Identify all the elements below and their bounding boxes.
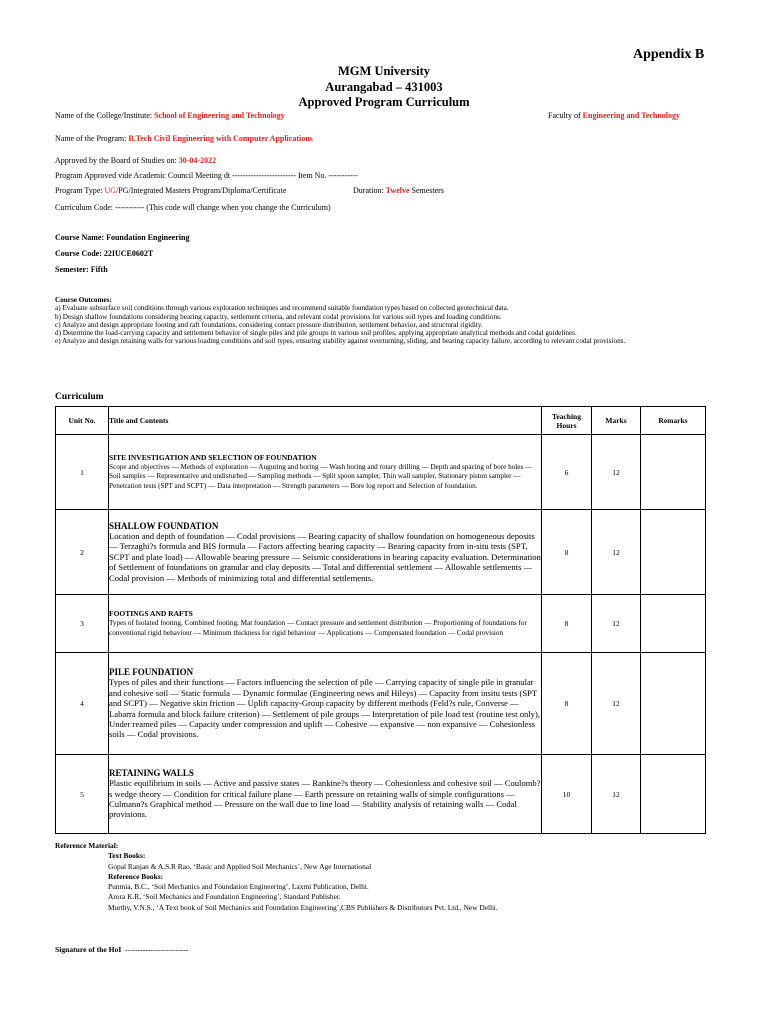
- teaching-hours: 8: [542, 510, 592, 595]
- curriculum-heading: Curriculum: [55, 392, 104, 402]
- college-row: [55, 111, 285, 120]
- unit-description: Types of Isolated footing, Combined footing, Mat foundation — Contact pressure and settlement distribution — Proportioning of foundations for conventional rigid behaviour — Minimum thickness for rigid behaviour — Applications — Compensated foundation — Codal provision: [109, 619, 527, 637]
- course-outcome-item: e) Analyze and design retaining walls for various loading conditions and soil types, ensuring stability against overturning, sliding, and bearing capacity failure, according to relevant codal provisions.: [55, 337, 626, 346]
- signature-row: [55, 945, 188, 954]
- reference-book-item: Arora K.R, ‘Soil Mechanics and Foundation Engineering’, Standard Publisher.: [108, 892, 341, 902]
- duration-row: [353, 186, 444, 195]
- teaching-hours: 8: [542, 653, 592, 755]
- reference-book-item: Murthy, V.N.S., ‘A Text book of Soil Mechanics and Foundation Engineering’,CBS Publishers & Distributors Pvt. Ltd., New Delhi.: [108, 902, 498, 912]
- unit-topic: SHALLOW FOUNDATION: [109, 520, 219, 531]
- unit-description: Types of piles and their functions — Factors influencing the selection of pile — Carrying capacity of single pile in granular and cohesive soil — Static formula — Dynamic formulae (Engineering news and Hileys) — Capacity from insitu tests (SPT and SCPT) — Negative skin friction — Uplift capacity-Group capacity by different methods (Feld?s rule, Converse — Labarra formula and block failure criterion) — Settlement of pile groups — Interpretation of pile load test (routine test only), Under reamed piles — Capacity under compression and uplift — Cohesive — expansive — non expansive — Cohesionless soils — Codal provisions.: [109, 677, 540, 740]
- course-outcome-item: a) Evaluate subsurface soil conditions through various exploration techniques and recommend suitable foundation types based on collected geotechnical data.: [55, 304, 509, 313]
- text-books-heading: Text Books:: [108, 851, 146, 861]
- marks: 12: [592, 755, 641, 834]
- course-outcome-item: b) Design shallow foundations considering bearing capacity, settlement criteria, and relevant codal provisions for various soil types and loading conditions.: [55, 312, 502, 321]
- course-outcome-item: c) Analyze and design appropriate footing and raft foundations, considering contact pressure distribution, settlement behavior, and structural rigidity.: [55, 320, 483, 329]
- marks: 12: [592, 653, 641, 755]
- course-code: Course Code: 22IUCE0602T: [55, 249, 154, 258]
- reference-heading: Reference Material:: [55, 841, 119, 850]
- text-book-item: Gopal Ranjan & A.S.R Rao, ‘Basic and Applied Soil Mechanics’, New Age International: [108, 861, 372, 871]
- program-type-label: Program Type:: [55, 186, 105, 195]
- reference-book-item: Punmia, B.C., ‘Soil Mechanics and Foundation Engineering’, Laxmi Publication, Delhi.: [108, 882, 369, 892]
- program-value: B.Tech Civil Engineering with Computer Applications: [128, 134, 313, 143]
- table-row: [56, 435, 706, 510]
- unit-number: 1: [56, 435, 109, 510]
- program-row: [55, 134, 313, 143]
- university-city: Aurangabad – 431003: [325, 79, 443, 94]
- duration-value: Twelve: [385, 186, 410, 195]
- appendix-label: Appendix B: [633, 47, 705, 62]
- college-value: School of Engineering and Technology: [154, 111, 285, 120]
- college-label: Name of the College/Institute:: [55, 111, 155, 120]
- approved-label: Approved by the Board of Studies on:: [55, 156, 179, 165]
- council-row: Program Approved vide Academic Council Meeting dt ------------------------ Item No. -----------: [55, 171, 358, 180]
- approved-date: 30-04-2022: [178, 156, 217, 165]
- signature-label: Signature of the HoI: [55, 945, 122, 954]
- table-row: [56, 755, 706, 834]
- column-header-unit: Unit No.: [56, 407, 109, 435]
- program-type-rest: /PG/Integrated Masters Program/Diploma/Certificate: [116, 186, 287, 195]
- signature-line: -------------------------: [125, 945, 189, 954]
- remarks: [641, 755, 706, 834]
- reference-material: [55, 841, 555, 913]
- course-outcome-item: d) Determine the load-carrying capacity and settlement behavior of single piles and pile groups in various soil profiles, applying appropriate analytical methods and codal guidelines.: [55, 329, 577, 338]
- unit-content: [109, 755, 542, 834]
- reference-books-heading: Reference Books:: [108, 871, 164, 881]
- unit-content: [109, 595, 542, 653]
- remarks: [641, 510, 706, 595]
- remarks: [641, 653, 706, 755]
- faculty-label: Faculty of: [548, 111, 583, 120]
- duration-label: Duration:: [353, 186, 386, 195]
- unit-number: 5: [56, 755, 109, 834]
- column-header-marks: Marks: [592, 407, 641, 435]
- university-name: MGM University: [338, 64, 430, 78]
- unit-content: [109, 510, 542, 595]
- unit-description: Scope and objectives — Methods of exploration — Auguring and boring — Wash boring and rotary drilling — Depth and spacing of bore holes — Soil samples — Representative and undisturbed — Sampling methods — Split spoon sampler, Thin wall sampler, Stationary piston sampler — Penetration tests (SPT and SCPT) — Data interpretation — Strength parameters — Bore log report and Selection of foundation.: [109, 463, 533, 490]
- unit-topic: PILE FOUNDATION: [109, 667, 194, 678]
- unit-topic: RETAINING WALLS: [109, 768, 194, 779]
- unit-content: [109, 653, 542, 755]
- table-row: [56, 510, 706, 595]
- column-header-title: Title and Contents: [109, 407, 542, 435]
- course-outcomes: [55, 296, 705, 346]
- marks: 12: [592, 435, 641, 510]
- faculty-row: [548, 111, 680, 120]
- unit-description: Plastic equilibrium in soils — Active and passive states — Rankine?s theory — Cohesionless and cohesive soil — Coulomb?s wedge theory — Condition for critical failure plane — Earth pressure on retaining walls of simple configurations — Culmann?s Graphical method — Pressure on the wall due to line load — Stability analysis of retaining walls — Codal provisions.: [109, 778, 541, 820]
- unit-topic: SITE INVESTIGATION AND SELECTION OF FOUNDATION: [109, 453, 317, 463]
- column-header-remarks: Remarks: [641, 407, 706, 435]
- unit-content: [109, 435, 542, 510]
- remarks: [641, 595, 706, 653]
- program-type-ug: UG: [104, 186, 117, 195]
- curriculum-table: [55, 406, 706, 834]
- teaching-hours: 6: [542, 435, 592, 510]
- teaching-hours: 10: [542, 755, 592, 834]
- curriculum-code-row: Curriculum Code: ----------- (This code will change when you change the Curriculum): [55, 203, 331, 212]
- program-label: Name of the Program:: [55, 134, 129, 143]
- marks: 12: [592, 595, 641, 653]
- teaching-hours: 8: [542, 595, 592, 653]
- document-header: [0, 64, 768, 111]
- unit-number: 3: [56, 595, 109, 653]
- duration-suffix: Semesters: [409, 186, 444, 195]
- column-header-hours: Teaching Hours: [542, 407, 592, 435]
- faculty-value: Engineering and Technology: [582, 111, 681, 120]
- course-outcomes-heading: Course Outcomes:: [55, 296, 112, 304]
- table-row: [56, 653, 706, 755]
- approved-row: [55, 156, 216, 165]
- unit-number: 2: [56, 510, 109, 595]
- remarks: [641, 435, 706, 510]
- semester: Semester: Fifth: [55, 265, 108, 274]
- table-row: [56, 595, 706, 653]
- course-name: Course Name: Foundation Engineering: [55, 233, 190, 242]
- unit-number: 4: [56, 653, 109, 755]
- program-type-row: [55, 186, 286, 195]
- unit-description: Location and depth of foundation — Codal provisions — Bearing capacity of shallow foundation on homogeneous deposits — Terzaghi?s formula and BIS formula — Factors affecting bearing capacity — Bearing capacity from in-situ tests (SPT, SCPT and plate load) — Allowable bearing pressure — Seismic considerations in bearing capacity evaluation. Determination of Settlement of foundations on granular and clay deposits — Total and differential settlement — Allowable settlements — Codal provision — Methods of minimizing total and differential settlements.: [109, 530, 541, 583]
- marks: 12: [592, 510, 641, 595]
- document-title: Approved Program Curriculum: [298, 95, 470, 109]
- table-header-row: [56, 407, 706, 435]
- unit-topic: FOOTINGS AND RAFTS: [109, 609, 193, 619]
